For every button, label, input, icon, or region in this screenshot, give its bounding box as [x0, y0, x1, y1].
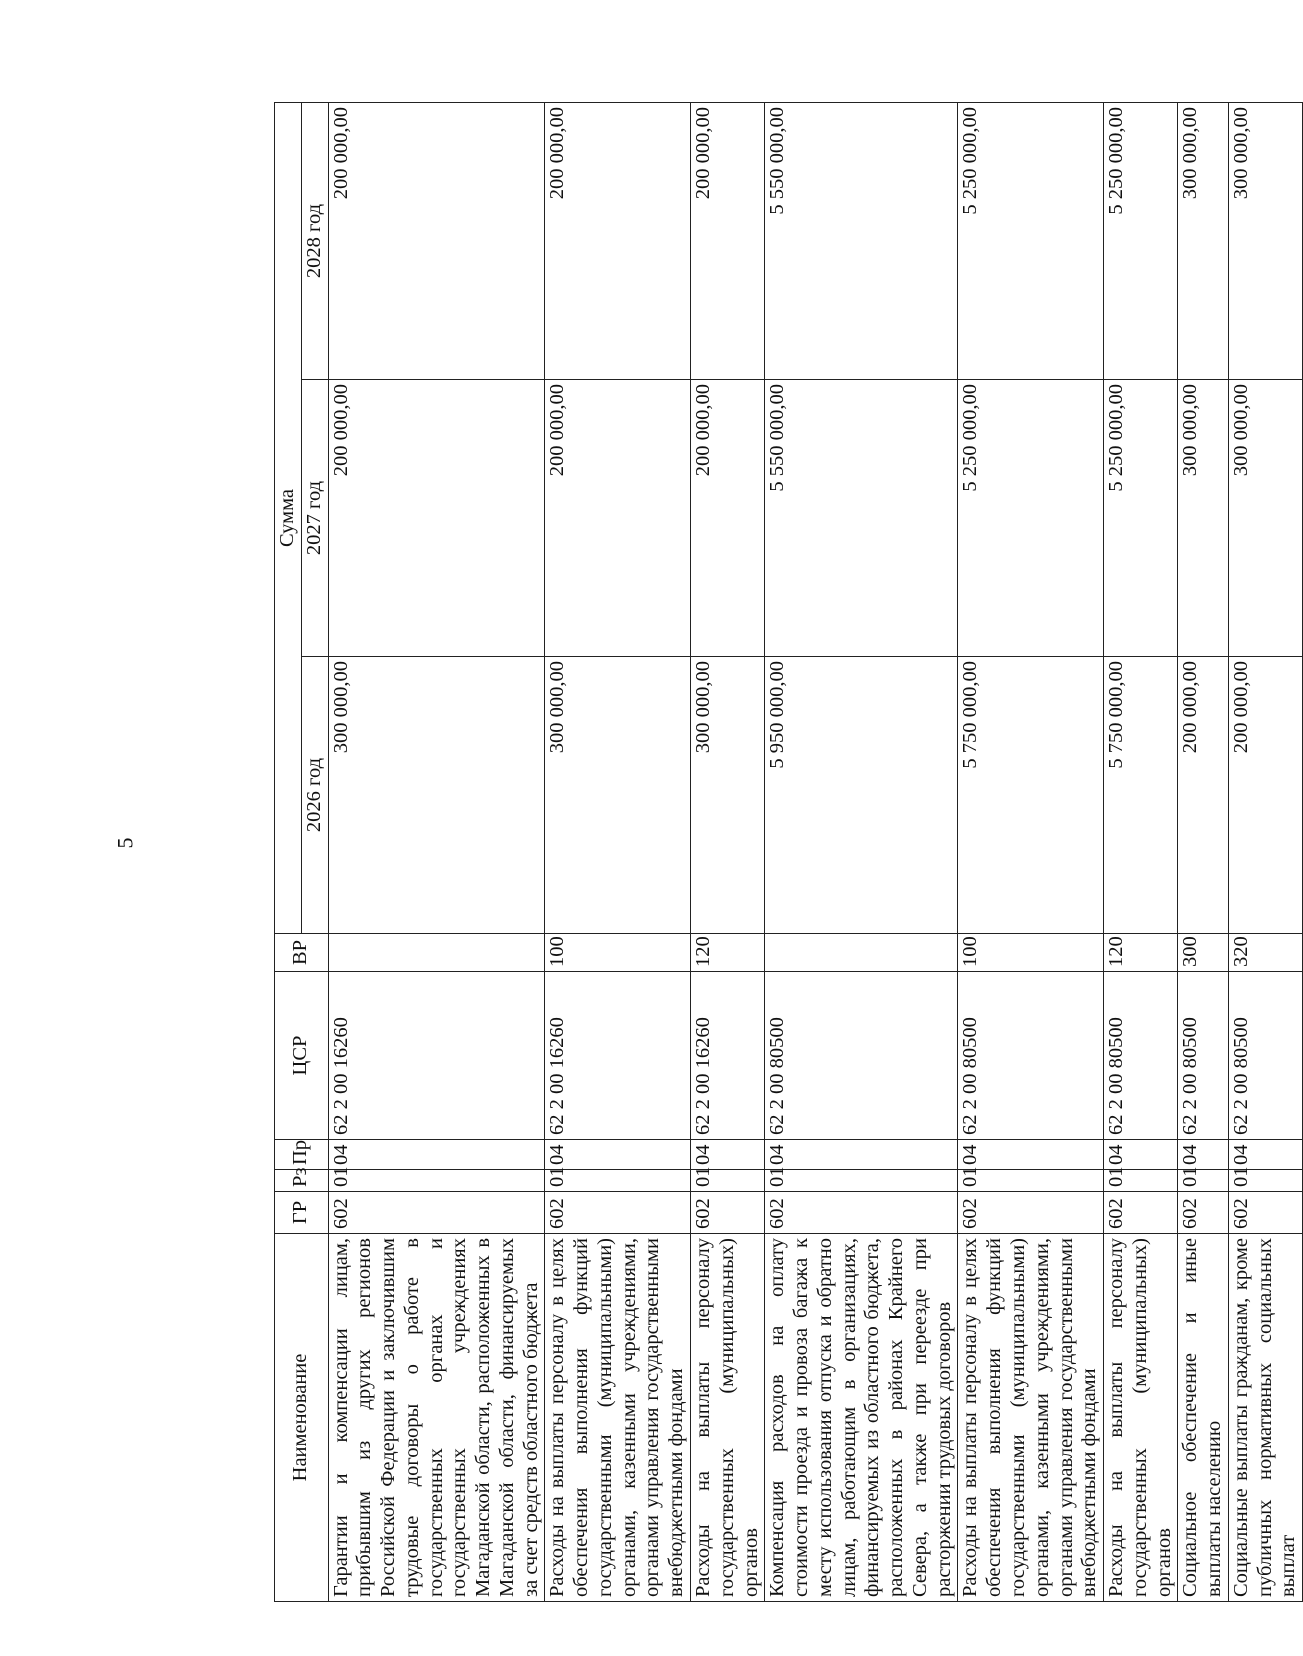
header-pr: Пр — [275, 1140, 329, 1170]
table-frame — [274, 102, 1300, 1602]
cell-pr: 04 — [1178, 1140, 1229, 1170]
cell-rz: 01 — [545, 1170, 691, 1192]
cell-rz: 01 — [691, 1170, 765, 1192]
cell-vr — [328, 934, 545, 972]
cell-sum-2026: 5 950 000,00 — [765, 657, 958, 934]
cell-vr: 300 — [1178, 934, 1229, 972]
cell-name: Расходы на выплаты персоналу в целях обеспечения выполнения функций государственными (муниципальными) органами, казенными учреждениями, органами управления государственными внебюджетными фондами — [545, 1234, 691, 1602]
cell-rz: 01 — [958, 1170, 1104, 1192]
table-row — [765, 102, 958, 1601]
header-rz: Рз — [275, 1170, 329, 1192]
header-gr: ГР — [275, 1192, 329, 1234]
cell-gr: 602 — [1104, 1192, 1178, 1234]
cell-sum-2028: 200 000,00 — [328, 102, 545, 379]
cell-sum-2026: 200 000,00 — [1178, 657, 1229, 934]
cell-gr: 602 — [1228, 1192, 1302, 1234]
cell-csr: 62 2 00 80500 — [765, 972, 958, 1140]
cell-gr: 602 — [958, 1192, 1104, 1234]
cell-pr: 04 — [1104, 1140, 1178, 1170]
table-body — [328, 102, 1303, 1601]
budget-table — [274, 102, 1303, 1602]
table-row — [328, 102, 545, 1601]
cell-sum-2026: 5 750 000,00 — [1104, 657, 1178, 934]
cell-csr: 62 2 00 80500 — [1104, 972, 1178, 1140]
cell-sum-2027: 300 000,00 — [1178, 380, 1229, 657]
cell-sum-2028: 5 250 000,00 — [958, 102, 1104, 379]
table-row — [691, 102, 765, 1601]
header-vr: ВР — [275, 934, 329, 972]
cell-gr: 602 — [1178, 1192, 1229, 1234]
cell-sum-2026: 300 000,00 — [328, 657, 545, 934]
cell-pr: 04 — [958, 1140, 1104, 1170]
table-row — [1228, 102, 1302, 1601]
cell-csr: 62 2 00 80500 — [1228, 972, 1302, 1140]
cell-name: Социальное обеспечение и иные выплаты населению — [1178, 1234, 1229, 1602]
cell-sum-2028: 5 250 000,00 — [1104, 102, 1178, 379]
cell-gr: 602 — [765, 1192, 958, 1234]
cell-sum-2027: 300 000,00 — [1228, 380, 1302, 657]
cell-pr: 04 — [1228, 1140, 1302, 1170]
cell-sum-2027: 5 550 000,00 — [765, 380, 958, 657]
cell-sum-2027: 5 250 000,00 — [1104, 380, 1178, 657]
header-year-2027: 2027 год — [301, 380, 328, 657]
header-sum: Сумма — [275, 102, 302, 933]
cell-sum-2028: 200 000,00 — [545, 102, 691, 379]
cell-pr: 04 — [328, 1140, 545, 1170]
cell-name: Расходы на выплаты персоналу государственных (муниципальных) органов — [691, 1234, 765, 1602]
table-header — [275, 102, 329, 1601]
cell-vr: 100 — [958, 934, 1104, 972]
table-row — [545, 102, 691, 1601]
cell-name: Расходы на выплаты персоналу в целях обеспечения выполнения функций государственными (муниципальными) органами, казенными учреждениями, органами управления государственными внебюджетными фондами — [958, 1234, 1104, 1602]
cell-sum-2027: 200 000,00 — [328, 380, 545, 657]
cell-sum-2026: 5 750 000,00 — [958, 657, 1104, 934]
header-year-2026: 2026 год — [301, 657, 328, 934]
cell-csr: 62 2 00 16260 — [328, 972, 545, 1140]
cell-rz: 01 — [328, 1170, 545, 1192]
cell-sum-2027: 5 250 000,00 — [958, 380, 1104, 657]
cell-vr — [765, 934, 958, 972]
cell-vr: 120 — [1104, 934, 1178, 972]
cell-sum-2026: 300 000,00 — [545, 657, 691, 934]
cell-pr: 04 — [765, 1140, 958, 1170]
cell-rz: 01 — [1104, 1170, 1178, 1192]
cell-sum-2028: 300 000,00 — [1178, 102, 1229, 379]
cell-csr: 62 2 00 16260 — [691, 972, 765, 1140]
cell-name: Компенсация расходов на оплату стоимости проезда и провоза багажа к месту использования отпуска и обратно лицам, работающим в организациях, финансируемых из областного бюджета, расположенных в районах Крайнего Севера, а также при переезде при расторжении трудовых договоров — [765, 1234, 958, 1602]
cell-sum-2028: 5 550 000,00 — [765, 102, 958, 379]
cell-vr: 320 — [1228, 934, 1302, 972]
table-row — [1104, 102, 1178, 1601]
cell-name: Гарантии и компенсации лицам, прибывшим из других регионов Российской Федерации и заключившим трудовые договоры о работе в государственных органах и государственных учреждениях Магаданской области, расположенных в Магаданской области, финансируемых за счет средств областного бюджета — [328, 1234, 545, 1602]
cell-pr: 04 — [691, 1140, 765, 1170]
header-name: Наименование — [275, 1234, 329, 1602]
cell-name: Социальные выплаты гражданам, кроме публичных нормативных социальных выплат — [1228, 1234, 1302, 1602]
cell-vr: 100 — [545, 934, 691, 972]
header-year-2028: 2028 год — [301, 102, 328, 379]
cell-sum-2028: 300 000,00 — [1228, 102, 1302, 379]
cell-sum-2026: 300 000,00 — [691, 657, 765, 934]
cell-sum-2028: 200 000,00 — [691, 102, 765, 379]
header-csr: ЦСР — [275, 972, 329, 1140]
table-row — [1178, 102, 1229, 1601]
page-number: 5 — [112, 837, 138, 849]
cell-csr: 62 2 00 80500 — [1178, 972, 1229, 1140]
cell-gr: 602 — [328, 1192, 545, 1234]
cell-name: Расходы на выплаты персоналу государственных (муниципальных) органов — [1104, 1234, 1178, 1602]
cell-gr: 602 — [691, 1192, 765, 1234]
cell-sum-2026: 200 000,00 — [1228, 657, 1302, 934]
cell-pr: 04 — [545, 1140, 691, 1170]
table-row — [958, 102, 1104, 1601]
cell-gr: 602 — [545, 1192, 691, 1234]
cell-csr: 62 2 00 16260 — [545, 972, 691, 1140]
cell-rz: 01 — [1228, 1170, 1302, 1192]
cell-csr: 62 2 00 80500 — [958, 972, 1104, 1140]
cell-rz: 01 — [765, 1170, 958, 1192]
cell-sum-2027: 200 000,00 — [545, 380, 691, 657]
cell-vr: 120 — [691, 934, 765, 972]
cell-sum-2027: 200 000,00 — [691, 380, 765, 657]
cell-rz: 01 — [1178, 1170, 1229, 1192]
